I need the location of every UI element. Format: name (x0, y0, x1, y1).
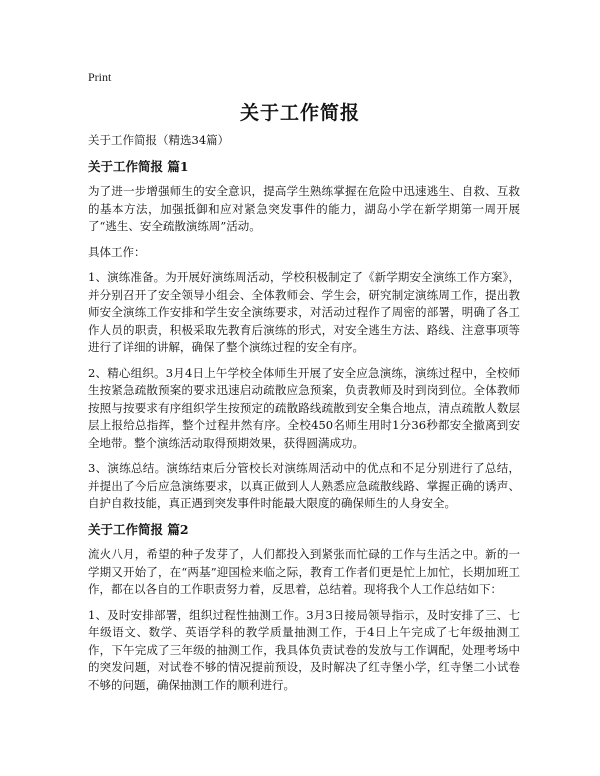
paragraph: 2、精心组织。3月4日上午学校全体师生开展了安全应急演练，演练过程中，全校师生按紧急疏散预案的要求迅速启动疏散应急预案，负责教师及时到岗到位。全体教师按照与按要求有序组织学生按预定的疏散路线疏散到安全集合地点，清点疏散人数层层上报给总指挥，整个过程井然有序。全校450名师生用时1分36秒都安全撤离到安全地带。整个演练活动取得预期效果，获得圆满成功。 (88, 365, 520, 450)
paragraph: 具体工作： (88, 244, 146, 259)
section-heading: 关于工作简报 篇1 (88, 158, 189, 174)
paragraph: 3、演练总结。演练结束后分管校长对演练周活动中的优点和不足分别进行了总结，并提出了今后应急演练要求，以真正做到人人熟悉应急疏散线路、掌握正确的诱声、自护自救技能，真正遇到突发事件时能最大限度的确保师生的人身安全。 (88, 461, 520, 510)
section-heading: 关于工作简报 篇2 (88, 521, 189, 537)
paragraph: 流火八月，希望的种子发芽了，人们都投入到紧张而忙碌的工作与生活之中。新的一学期又开始了，在“两基”迎国检来临之际，教育工作者们更是忙上加忙，长期加班工作，都在以各自的工作职责努力着，反思着，总结着。现将我个人工作总结如下： (88, 547, 520, 596)
paragraph: 1、及时安排部署，组织过程性抽测工作。3月3日接局领导指示，及时安排了三、七年级语文、数学、英语学科的教学质量抽测工作，于4日上午完成了七年级抽测工作，下午完成了三年级的抽测工作，我具体负责试卷的发放与工作调配，处理考场中的突发问题，对试卷不够的情况提前预设，及时解决了红寺堡小学，红寺堡二小试卷不够的问题，确保抽测工作的顺利进行。 (88, 607, 520, 692)
print-label[interactable]: Print (88, 70, 112, 84)
paragraph: 1、演练准备。为开展好演练周活动，学校积极制定了《新学期安全演练工作方案》，并分别召开了安全领导小组会、全体教师会、学生会，研究制定演练周工作，提出教师安全演练工作安排和学生安全演练要求，对活动过程作了周密的部署，明确了各工作人员的职责，积极采取先教育后演练的形式，对安全逃生方法、路线、注意事项等进行了详细的讲解，确保了整个演练过程的安全有序。 (88, 270, 520, 354)
document-body (88, 132, 520, 702)
document-subtitle: 关于工作简报（精选34篇） (88, 133, 230, 147)
paragraph: 为了进一步增强师生的安全意识，提高学生熟练掌握在危险中迅速逃生、自救、互救的基本方法，加强抵御和应对紧急突发事件的能力，湖岛小学在新学期第一周开展了“逃生、安全疏散演练周”活动。 (88, 184, 520, 233)
document-title: 关于工作简报 (239, 102, 360, 124)
